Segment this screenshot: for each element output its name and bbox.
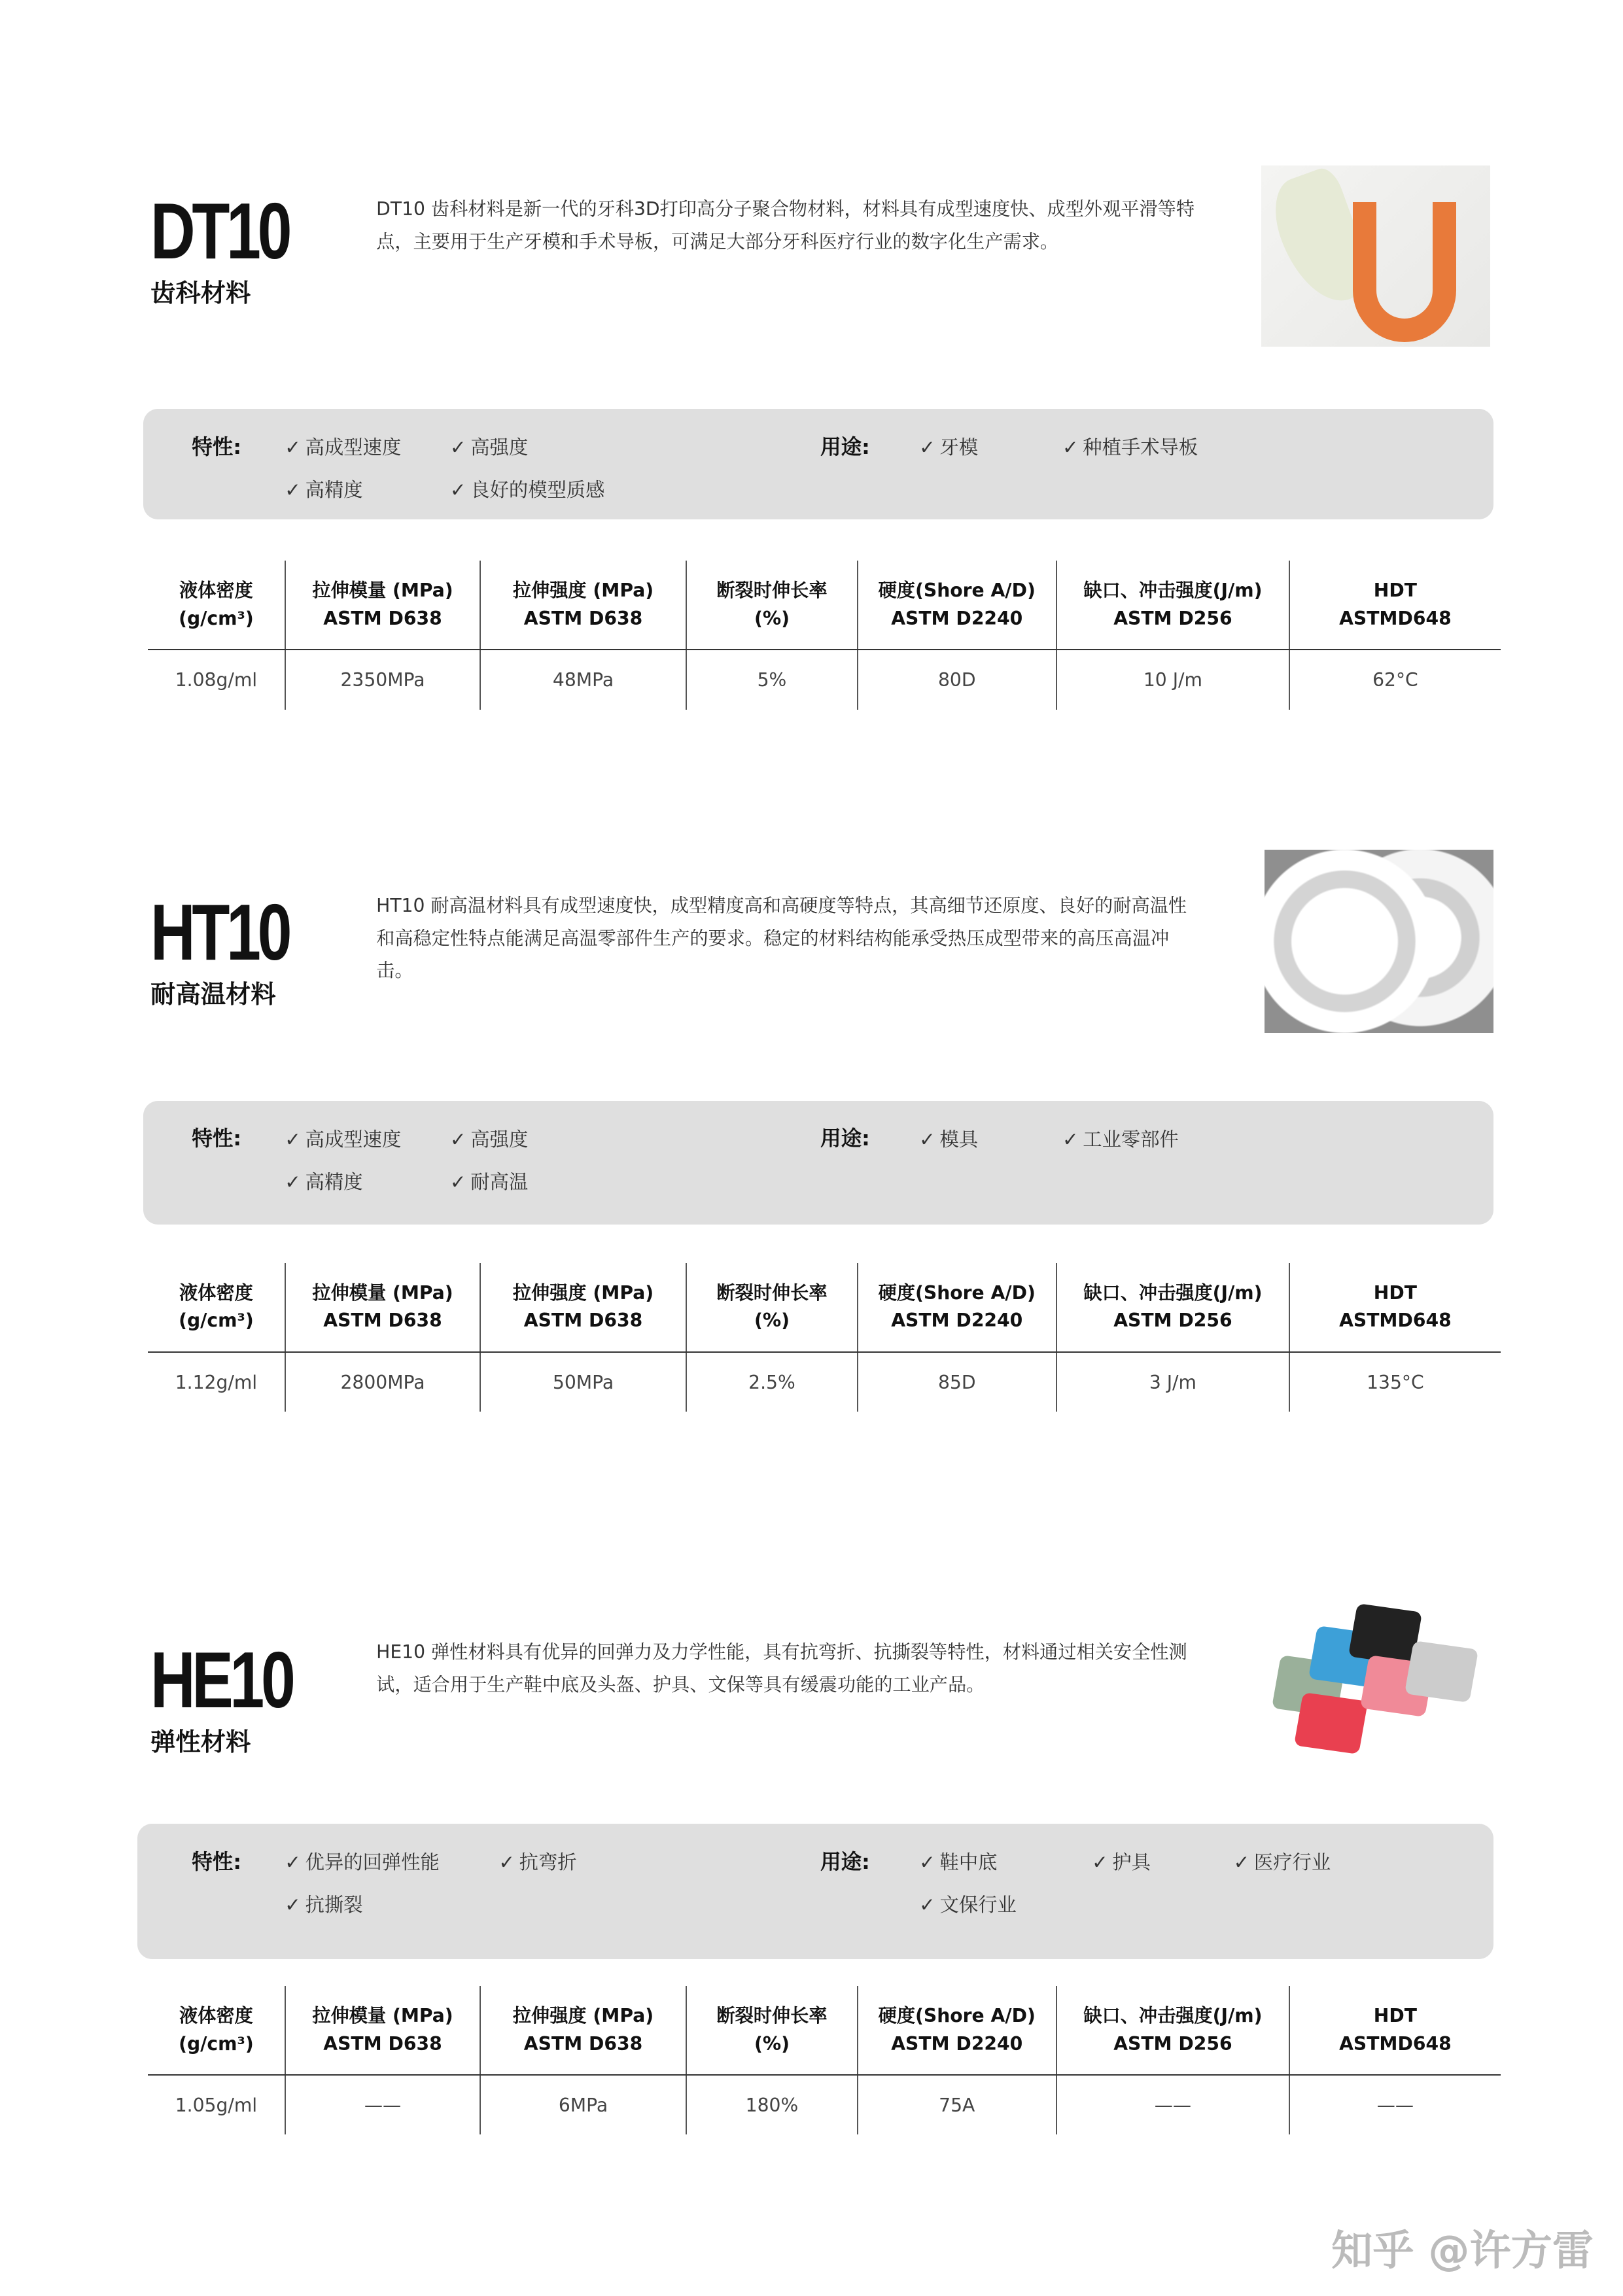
feature-item: ✓ 高强度	[449, 1128, 529, 1151]
features-label: 特性:	[192, 1127, 241, 1151]
column-header: 缺口、冲击强度(J/m) ASTM D256	[1056, 561, 1289, 650]
use-item: ✓ 牙模	[919, 436, 979, 459]
check-icon: ✓	[285, 436, 301, 459]
material-code: HE10	[150, 1635, 292, 1725]
check-icon: ✓	[1233, 1851, 1250, 1873]
column-header: 断裂时伸长率 (%)	[686, 1986, 857, 2075]
check-icon: ✓	[1062, 1128, 1079, 1151]
column-header: 断裂时伸长率 (%)	[686, 561, 857, 650]
spec-value: 85D	[858, 1352, 1056, 1412]
spec-value: 2350MPa	[285, 650, 480, 709]
check-icon: ✓	[919, 436, 935, 459]
column-header: 拉伸模量 (MPa) ASTM D638	[285, 1986, 480, 2075]
column-header: 断裂时伸长率 (%)	[686, 1263, 857, 1352]
check-icon: ✓	[498, 1851, 515, 1873]
check-icon: ✓	[285, 1851, 301, 1873]
column-header: 拉伸强度 (MPa) ASTM D638	[480, 1986, 687, 2075]
material-description: DT10 齿科材料是新一代的牙科3D打印高分子聚合物材料，材料具有成型速度快、成型外观平滑等特点，主要用于生产牙模和手术导板，可满足大部分牙科医疗行业的数字化生产需求。	[376, 198, 1195, 253]
column-header: 硬度(Shore A/D) ASTM D2240	[858, 561, 1056, 650]
spec-value: 80D	[858, 650, 1056, 709]
check-icon: ✓	[919, 1894, 935, 1917]
spec-value: 1.08g/ml	[175, 669, 258, 691]
spec-value: 6MPa	[480, 2075, 687, 2134]
check-icon: ✓	[285, 1894, 301, 1917]
column-header: 拉伸模量 (MPa) ASTM D638	[285, 1263, 480, 1352]
check-icon: ✓	[919, 1128, 935, 1151]
spec-table	[148, 561, 1501, 710]
spec-value: 2800MPa	[285, 1352, 480, 1412]
feature-item: ✓ 抗撕裂	[285, 1894, 363, 1917]
spec-value: ——	[1289, 2075, 1501, 2134]
material-photo	[1261, 165, 1490, 347]
spec-value: 1.12g/ml	[175, 1371, 258, 1393]
column-header: 硬度(Shore A/D) ASTM D2240	[858, 1263, 1056, 1352]
check-icon: ✓	[449, 1171, 466, 1194]
table-row	[148, 2075, 1501, 2134]
use-item: ✓ 文保行业	[919, 1894, 1017, 1917]
check-icon: ✓	[449, 436, 466, 459]
feature-item: ✓ 高精度	[285, 1171, 363, 1194]
material-photo	[1265, 850, 1493, 1033]
uses-label: 用途:	[820, 1127, 870, 1151]
column-header: 拉伸模量 (MPa) ASTM D638	[285, 561, 480, 650]
feature-item: ✓ 高精度	[285, 479, 363, 502]
material-subtitle: 耐高温材料	[150, 979, 276, 1009]
spec-table	[148, 1986, 1501, 2135]
column-header: 硬度(Shore A/D) ASTM D2240	[858, 1986, 1056, 2075]
material-subtitle: 弹性材料	[150, 1728, 251, 1758]
column-header: 拉伸强度 (MPa) ASTM D638	[480, 1263, 687, 1352]
check-icon: ✓	[285, 479, 301, 502]
table-header-row	[148, 561, 1501, 650]
column-header: 液体密度 (g/cm³)	[148, 561, 286, 650]
spec-table	[148, 1263, 1501, 1412]
check-icon: ✓	[919, 1851, 935, 1873]
material-code: DT10	[150, 186, 289, 276]
uses-label: 用途:	[820, 435, 870, 459]
use-item: ✓ 工业零部件	[1062, 1128, 1179, 1151]
spec-value: 2.5%	[686, 1352, 857, 1412]
spec-value: 5%	[686, 650, 857, 709]
spec-value: 180%	[686, 2075, 857, 2134]
spec-value: 3 J/m	[1056, 1352, 1289, 1412]
use-item: ✓ 护具	[1092, 1851, 1151, 1873]
spec-value: 50MPa	[480, 1352, 687, 1412]
column-header: 缺口、冲击强度(J/m) ASTM D256	[1056, 1263, 1289, 1352]
feature-item: ✓ 耐高温	[449, 1171, 529, 1194]
column-header: HDT ASTMD648	[1289, 1263, 1501, 1352]
check-icon: ✓	[285, 1128, 301, 1151]
table-header-row	[148, 1263, 1501, 1352]
column-header: HDT ASTMD648	[1289, 561, 1501, 650]
material-photo	[1261, 1593, 1490, 1788]
spec-value: 48MPa	[480, 650, 687, 709]
properties-panel	[143, 1101, 1493, 1225]
material-description: HE10 弹性材料具有优异的回弹力及力学性能，具有抗弯折、抗撕裂等特性，材料通过相关安全性测试，适合用于生产鞋中底及头盔、护具、文保等具有缓震功能的工业产品。	[376, 1641, 1187, 1696]
check-icon: ✓	[285, 1171, 301, 1194]
column-header: 缺口、冲击强度(J/m) ASTM D256	[1056, 1986, 1289, 2075]
features-label: 特性:	[192, 435, 241, 459]
check-icon: ✓	[1062, 436, 1079, 459]
check-icon: ✓	[449, 1128, 466, 1151]
uses-label: 用途:	[820, 1850, 870, 1874]
features-label: 特性:	[192, 1850, 241, 1874]
use-item: ✓ 模具	[919, 1128, 979, 1151]
spec-value: 75A	[858, 2075, 1056, 2134]
material-description: HT10 耐高温材料具有成型速度快，成型精度高和高硬度等特点，其高细节还原度、良好的耐高温性和高稳定性特点能满足高温零部件生产的要求。稳定的材料结构能承受热压成型带来的高压高温冲击。	[376, 895, 1187, 982]
spec-value: 135°C	[1289, 1352, 1501, 1412]
properties-panel	[143, 409, 1493, 519]
column-header: 拉伸强度 (MPa) ASTM D638	[480, 561, 687, 650]
material-code: HT10	[150, 887, 289, 977]
feature-item: ✓ 抗弯折	[498, 1851, 577, 1873]
watermark: 知乎 @许方雷	[1331, 2226, 1594, 2275]
column-header: 液体密度 (g/cm³)	[148, 1986, 286, 2075]
check-icon: ✓	[1092, 1851, 1108, 1873]
feature-item: ✓ 高成型速度	[285, 436, 402, 459]
use-item: ✓ 种植手术导板	[1062, 436, 1198, 459]
feature-item: ✓ 高成型速度	[285, 1128, 402, 1151]
spec-value: ——	[285, 2075, 480, 2134]
spec-value: 10 J/m	[1056, 650, 1289, 709]
feature-item: ✓ 高强度	[449, 436, 529, 459]
table-row	[148, 650, 1501, 709]
column-header: 液体密度 (g/cm³)	[148, 1263, 286, 1352]
spec-value: 62°C	[1289, 650, 1501, 709]
feature-item: ✓ 良好的模型质感	[449, 479, 605, 502]
table-header-row	[148, 1986, 1501, 2075]
use-item: ✓ 鞋中底	[919, 1851, 998, 1873]
table-row	[148, 1352, 1501, 1412]
column-header: HDT ASTMD648	[1289, 1986, 1501, 2075]
use-item: ✓ 医疗行业	[1233, 1851, 1331, 1873]
check-icon: ✓	[449, 479, 466, 502]
spec-value: ——	[1056, 2075, 1289, 2134]
feature-item: ✓ 优异的回弹性能	[285, 1851, 440, 1873]
material-subtitle: 齿科材料	[150, 279, 251, 309]
spec-value: 1.05g/ml	[175, 2094, 258, 2116]
